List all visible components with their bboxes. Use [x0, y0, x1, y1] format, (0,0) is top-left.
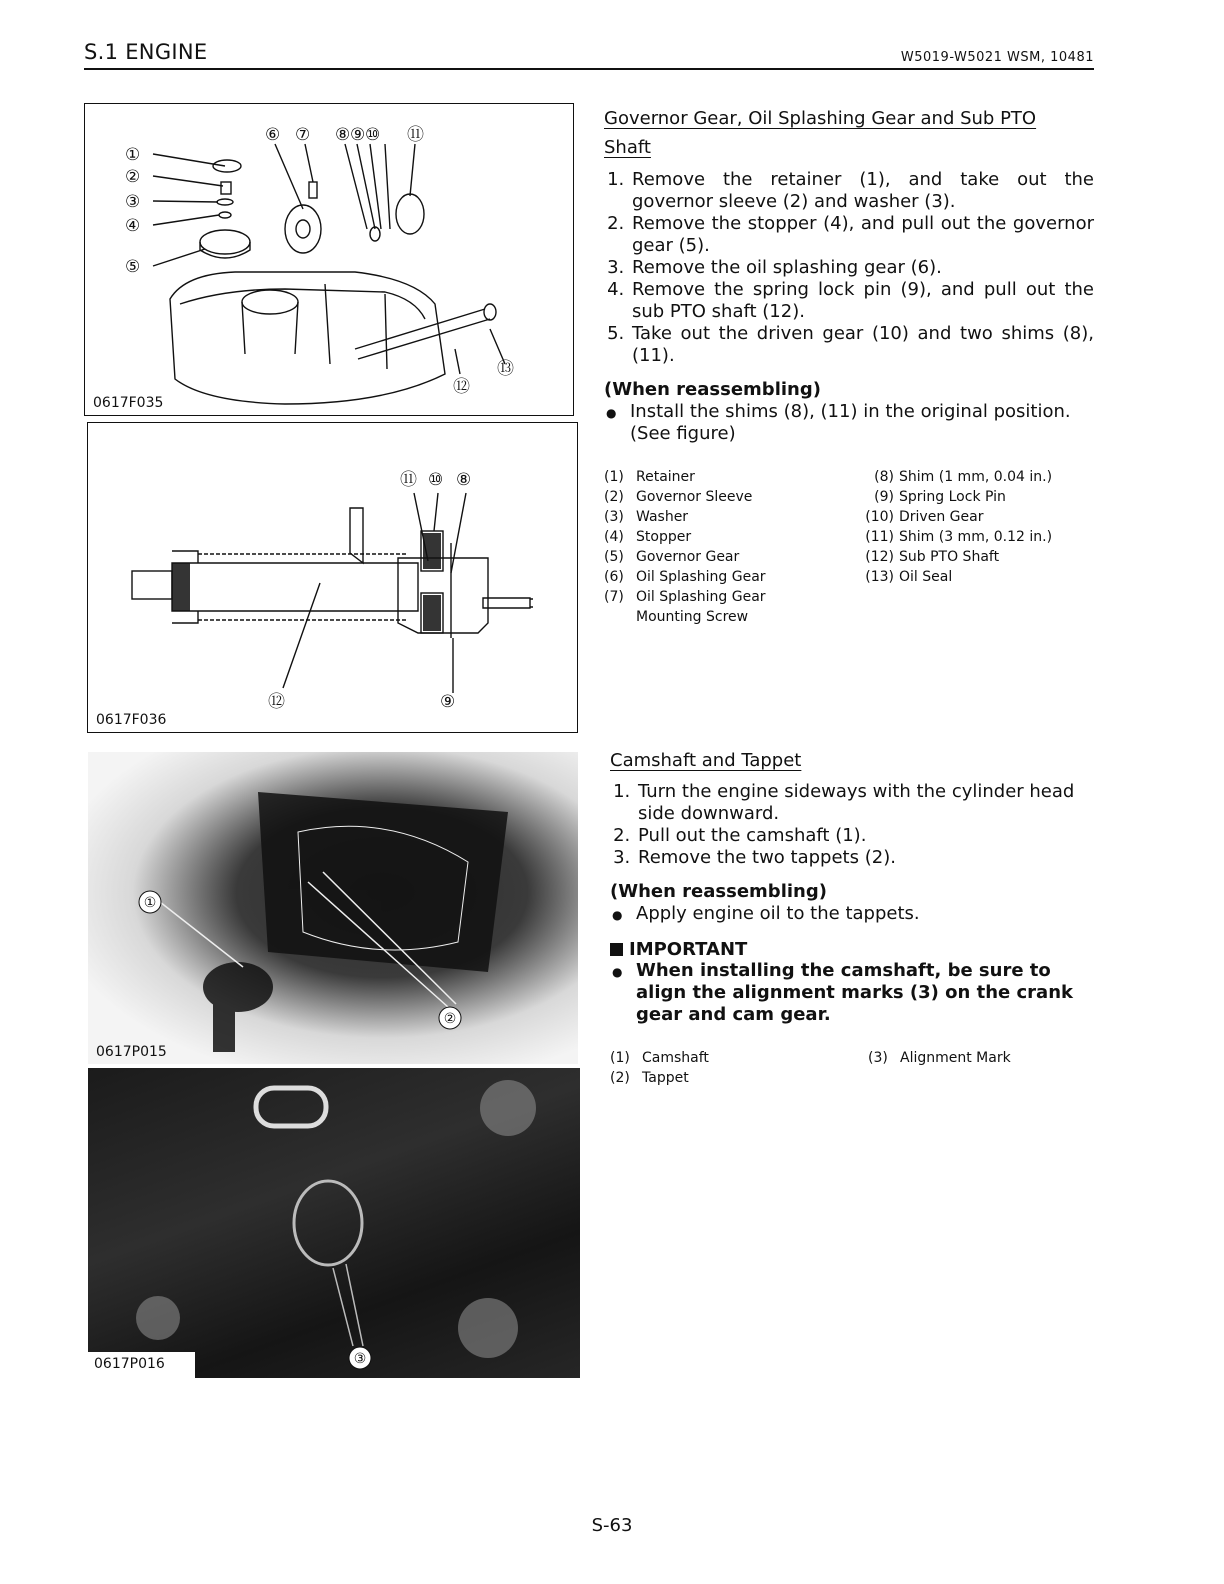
reassembly-item: ● Apply engine oil to the tappets.	[636, 903, 1096, 925]
callout-3: ③	[125, 192, 141, 212]
photo-code: 0617P016	[88, 1352, 195, 1378]
legend-row: (3) Washer	[604, 509, 689, 525]
callout-8: ⑧	[335, 125, 351, 145]
page-number: S-63	[591, 1515, 633, 1536]
callout-1: ①	[143, 895, 157, 911]
manual-code: W5019-W5021 WSM, 10481	[900, 50, 1094, 65]
legend-row: (13) Oil Seal	[865, 569, 953, 585]
callout-5: ⑤	[125, 257, 141, 277]
callout-4: ④	[125, 216, 141, 236]
legend-row: (9) Spring Lock Pin	[874, 489, 1006, 505]
callout-2: ②	[125, 167, 141, 187]
step-item: 2. Pull out the camshaft (1).	[636, 825, 1096, 847]
callout-11: ⑪	[407, 125, 424, 145]
callout-11: ⑪	[400, 470, 417, 490]
important-notice	[610, 939, 1096, 960]
important-list	[610, 960, 1096, 1026]
step-item: 4. Remove the spring lock pin (9), and pull out the sub PTO shaft (12).	[630, 279, 1094, 323]
callout-1: ①	[125, 145, 141, 165]
step-item: 2. Remove the stopper (4), and pull out the governor gear (5).	[630, 213, 1094, 257]
section-heading: S.1 ENGINE	[84, 40, 208, 64]
callout-12: ⑫	[268, 692, 285, 712]
callout-9: ⑨	[350, 125, 366, 145]
photo-camshaft-removal	[88, 752, 578, 1064]
step-item: 1. Turn the engine sideways with the cylinder head side downward.	[636, 781, 1096, 825]
step-item: 1. Remove the retainer (1), and take out the governor sleeve (2) and washer (3).	[630, 169, 1094, 213]
callout-3: ③	[353, 1351, 367, 1367]
legend-row: (5) Governor Gear	[604, 549, 740, 565]
section-title: Camshaft and Tappet	[610, 750, 802, 771]
legend-row: (6) Oil Splashing Gear	[604, 569, 766, 585]
figure-exploded-governor	[84, 103, 574, 416]
photo-overlay	[88, 752, 578, 1064]
legend-row: (4) Stopper	[604, 529, 692, 545]
legend-row: (2) Tappet	[610, 1070, 689, 1086]
callout-10: ⑩	[428, 470, 444, 490]
step-item: 3. Remove the two tappets (2).	[636, 847, 1096, 869]
reassembly-item: ● Install the shims (8), (11) in the original position. (See figure)	[630, 401, 1094, 445]
exploded-view-illustration	[85, 104, 574, 416]
legend-row: (11) Shim (3 mm, 0.12 in.)	[865, 529, 1053, 545]
governor-section	[604, 104, 1094, 627]
parts-legend	[604, 467, 1094, 627]
figure-shaft-section	[87, 422, 578, 733]
photo-code: 0617P015	[96, 1044, 167, 1060]
callout-7: ⑦	[295, 125, 311, 145]
callout-6: ⑥	[265, 125, 281, 145]
legend-row: Mounting Screw	[636, 609, 749, 625]
legend-row: (1) Retainer	[604, 469, 695, 485]
legend-row: (10) Driven Gear	[865, 509, 984, 525]
legend-row: (1) Camshaft	[610, 1050, 709, 1066]
parts-legend	[610, 1048, 1096, 1088]
reassembly-list	[604, 401, 1094, 445]
figure-code: 0617F035	[93, 395, 164, 411]
legend-row: (7) Oil Splashing Gear	[604, 589, 766, 605]
callout-12: ⑫	[453, 377, 470, 397]
legend-row: (2) Governor Sleeve	[604, 489, 753, 505]
reassembly-list	[610, 903, 1096, 925]
callout-13: ⑬	[497, 359, 514, 379]
figure-code: 0617F036	[96, 712, 167, 728]
callout-9: ⑨	[440, 692, 456, 712]
step-item: 3. Remove the oil splashing gear (6).	[630, 257, 1094, 279]
legend-row: (12) Sub PTO Shaft	[865, 549, 1000, 565]
reassembly-heading: (When reassembling)	[610, 881, 827, 902]
section-title: Governor Gear, Oil Splashing Gear and Sub PTO	[604, 108, 1037, 129]
callout-8: ⑧	[456, 470, 472, 490]
step-list	[610, 781, 1096, 869]
callout-10: ⑩	[365, 125, 381, 145]
important-label: IMPORTANT	[629, 939, 748, 960]
photo-overlay	[88, 1068, 580, 1378]
step-list	[604, 169, 1094, 367]
photo-alignment-marks	[88, 1068, 580, 1378]
callout-2: ②	[443, 1011, 457, 1027]
square-bullet-icon	[610, 943, 623, 956]
legend-row: (3) Alignment Mark	[868, 1050, 1011, 1066]
step-item: 5. Take out the driven gear (10) and two shims (8), (11).	[630, 323, 1094, 367]
camshaft-section	[610, 746, 1096, 1088]
header-divider	[84, 68, 1094, 70]
section-title-line2: Shaft	[604, 137, 651, 158]
shaft-section-illustration	[88, 423, 578, 733]
reassembly-heading: (When reassembling)	[604, 379, 821, 400]
important-item: ● When installing the camshaft, be sure to align the alignment marks (3) on the crank gear and cam gear.	[636, 960, 1096, 1026]
legend-row: (8) Shim (1 mm, 0.04 in.)	[874, 469, 1053, 485]
